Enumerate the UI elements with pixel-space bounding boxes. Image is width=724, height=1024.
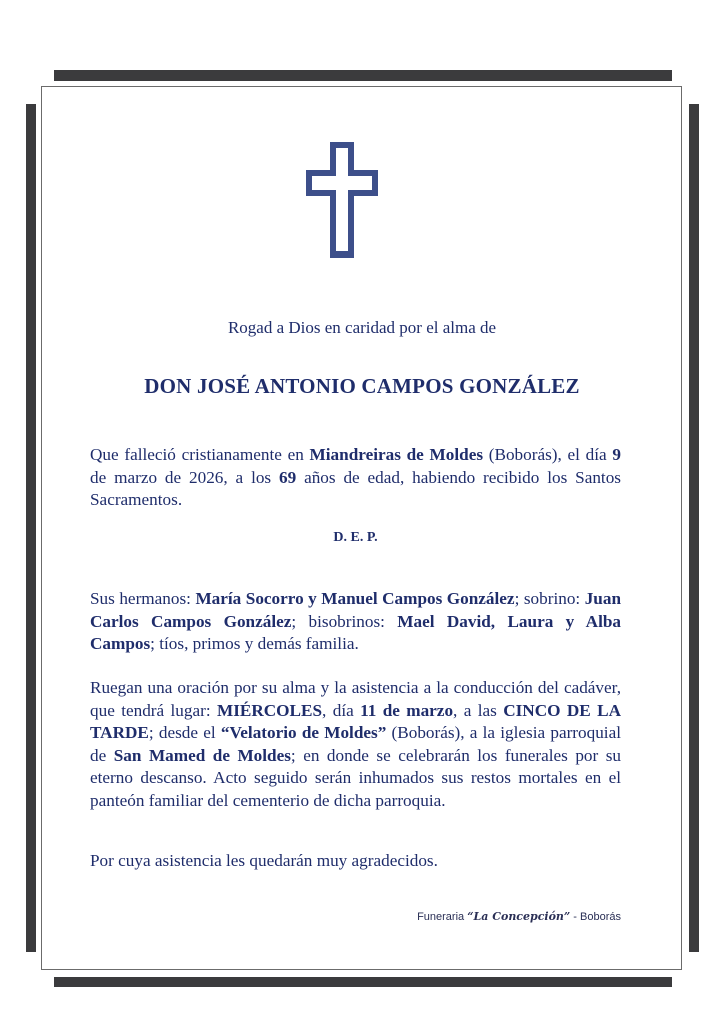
text-fragment: ; en donde se celebrarán los funerales por su eterno descanso. Acto seguido serán inhumados sus restos mortales en el panteón familiar del cementerio de dicha parroquia. bbox=[90, 745, 622, 810]
death-paragraph bbox=[90, 444, 621, 512]
nephew-name: Juan Carlos Campos González bbox=[90, 589, 622, 631]
text-fragment: - Boborás bbox=[570, 911, 621, 923]
age: 69 bbox=[279, 467, 297, 487]
church-name: San Mamed de Moldes bbox=[113, 745, 291, 765]
text-fragment: ; bisobrinos: bbox=[291, 611, 398, 631]
text-fragment: Sus hermanos: bbox=[90, 589, 196, 608]
frame-left-bar bbox=[26, 104, 36, 952]
text-fragment: (Boborás), a la iglesia parroquial de bbox=[90, 723, 621, 765]
text-fragment: , a las bbox=[453, 700, 504, 720]
funeral-weekday: MIÉRCOLES bbox=[216, 700, 323, 720]
velatorio-name: “Velatorio de Moldes” bbox=[220, 723, 387, 742]
frame-right-bar bbox=[689, 104, 699, 952]
death-place: Miandreiras de Moldes bbox=[309, 445, 484, 464]
text-fragment: ; sobrino: bbox=[514, 589, 585, 608]
death-day: 9 bbox=[612, 445, 622, 464]
text-fragment: Ruegan una oración por su alma y la asistencia a la conducción del cadáver, que tendrá lugar: bbox=[90, 678, 621, 720]
funeral-paragraph bbox=[90, 677, 621, 812]
text-fragment: (Boborás), el día bbox=[483, 445, 613, 464]
intro-line: Rogad a Dios en caridad por el alma de bbox=[227, 318, 497, 337]
dep-abbrev: D. E. P. bbox=[333, 530, 378, 545]
funeral-home-credit bbox=[400, 910, 621, 923]
closing-line: Por cuya asistencia les quedarán muy agradecidos. bbox=[90, 851, 438, 870]
funeral-date: 11 de marzo bbox=[360, 700, 454, 720]
text-fragment: , día bbox=[322, 700, 361, 720]
text-fragment: de marzo de 2026, a los bbox=[90, 467, 279, 487]
text-fragment: ; tíos, primos y demás familia. bbox=[150, 634, 359, 653]
frame-top-bar bbox=[54, 70, 672, 81]
cross-icon bbox=[304, 140, 380, 260]
text-fragment: Funeraria bbox=[417, 911, 468, 923]
deceased-name: DON JOSÉ ANTONIO CAMPOS GONZÁLEZ bbox=[144, 374, 580, 398]
grandnephews-names: Mael David, Laura y Alba Campos bbox=[90, 611, 622, 653]
latin-cross-outline-icon bbox=[304, 140, 380, 260]
siblings-names: María Socorro y Manuel Campos González bbox=[195, 589, 515, 608]
family-paragraph bbox=[90, 588, 621, 656]
text-fragment: años de edad, habiendo recibido los Santos Sacramentos. bbox=[90, 467, 621, 509]
funeral-time: CINCO DE LA TARDE bbox=[90, 700, 621, 742]
frame-bottom-bar bbox=[54, 977, 672, 987]
text-fragment: ; desde el bbox=[148, 723, 221, 742]
text-fragment: Que falleció cristianamente en bbox=[90, 445, 310, 464]
funeral-home-brand: “La Concepción” bbox=[467, 910, 571, 923]
